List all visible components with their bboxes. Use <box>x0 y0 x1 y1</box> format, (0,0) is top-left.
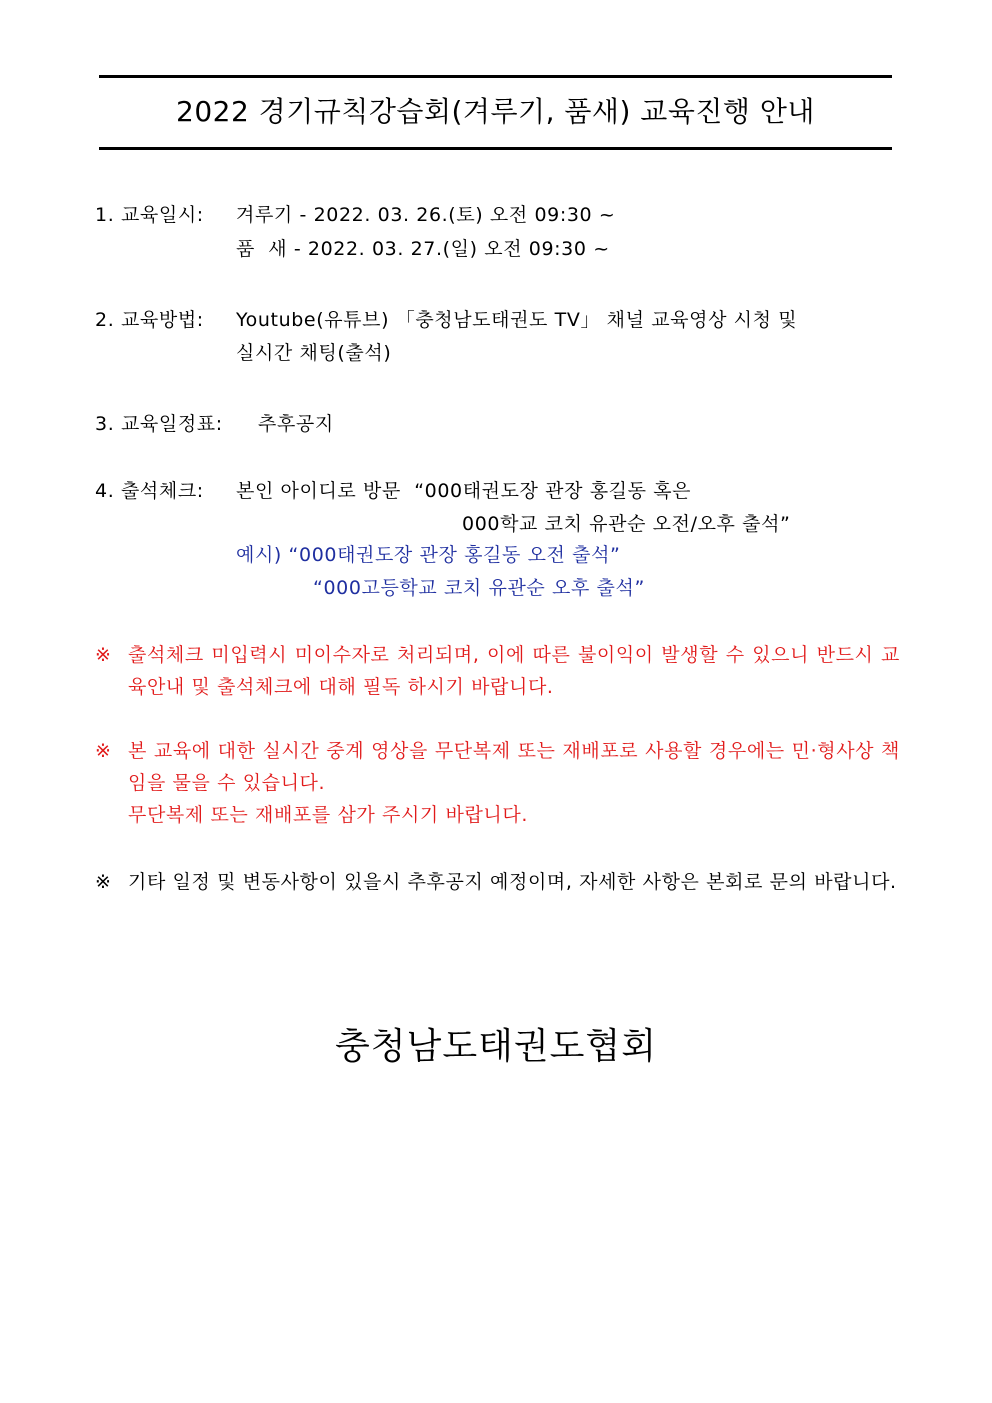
item-timetable-value: 추후공지 <box>258 413 334 435</box>
item-method-line1: Youtube(유튜브) 「충청남도태권도 TV」 채널 교육영상 시청 및 <box>236 309 798 331</box>
item-attendance-label: 4. 출석체크: <box>95 480 204 502</box>
item-timetable-label: 3. 교육일정표: <box>95 413 223 435</box>
notice-copyright <box>95 735 900 831</box>
title-rule-bottom <box>99 147 892 150</box>
item-method-label: 2. 교육방법: <box>95 309 204 331</box>
document-title: 2022 경기규칙강습회(겨루기, 품새) 교육진행 안내 <box>176 95 815 128</box>
item-method-line2: 실시간 채팅(출석) <box>236 342 392 364</box>
item-schedule-label: 1. 교육일시: <box>95 204 204 226</box>
reference-mark: ※ <box>95 644 111 666</box>
reference-mark: ※ <box>95 740 111 762</box>
notice-text: 본 교육에 대한 실시간 중계 영상을 무단복제 또는 재배포로 사용할 경우에는 민·형사상 책임을 물을 수 있습니다. <box>128 740 900 794</box>
reference-mark: ※ <box>95 871 111 893</box>
title-rule-top <box>99 75 892 78</box>
item-attendance-line2: 000학교 코치 유관순 오전/오후 출석” <box>462 513 791 535</box>
notice-text: 기타 일정 및 변동사항이 있을시 추후공지 예정이며, 자세한 사항은 본회로 문의 바랍니다. <box>128 871 897 893</box>
item-schedule-line2: 품 새 - 2022. 03. 27.(일) 오전 09:30 ~ <box>236 238 610 260</box>
notice-attendance-penalty <box>95 639 900 703</box>
notice-other-inquiries <box>95 866 900 898</box>
issuer-name: 충청남도태권도협회 <box>335 1026 657 1067</box>
item-attendance-line1: 본인 아이디로 방문 “000태권도장 관장 홍길동 혹은 <box>236 480 692 502</box>
notice-text-2: 무단복제 또는 재배포를 삼가 주시기 바랍니다. <box>128 804 528 826</box>
notice-text: 출석체크 미입력시 미이수자로 처리되며, 이에 따른 불이익이 발생할 수 있으니 반드시 교육안내 및 출석체크에 대해 필독 하시기 바랍니다. <box>128 644 900 698</box>
item-attendance-example2: “000고등학교 코치 유관순 오후 출석” <box>313 577 645 599</box>
item-schedule-line1: 겨루기 - 2022. 03. 26.(토) 오전 09:30 ~ <box>236 204 616 226</box>
item-attendance-example1: 예시) “000태권도장 관장 홍길동 오전 출석” <box>236 544 621 566</box>
